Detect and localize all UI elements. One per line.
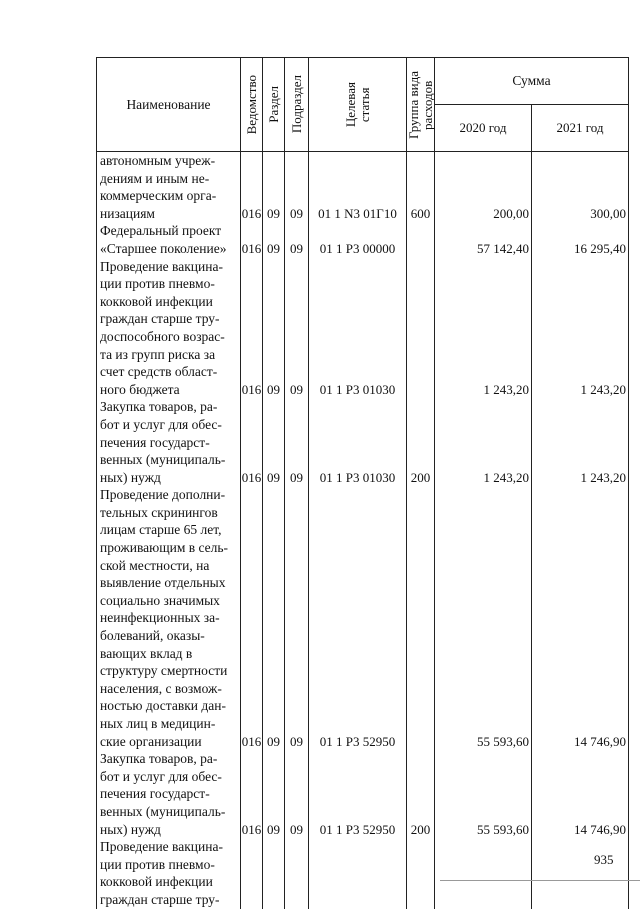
row-sum-2021-cell: 14 746,90 (532, 750, 629, 838)
row-sum-2021-cell: 14 746,90 (532, 486, 629, 750)
footer-divider (440, 880, 640, 881)
row-name-cell: Проведение дополни- тельных скринингов лицам старше 65 лет, проживающим в сель- ской местности, на выявление отдельных социально значимых неинфекционных за- болеваний, оказы- вающих вклад в структуру смертности населения, с возмож- ностью доставки дан- ных лиц в медицин- ские организации (97, 486, 241, 750)
row-sum-2020-cell: 200,00 (435, 152, 532, 223)
row-podrazdel-cell: 09 (285, 258, 309, 399)
header-name: Наименование (97, 58, 241, 152)
row-sum-2021-cell: 1 243,20 (532, 398, 629, 486)
header-razdel: Раздел (263, 58, 285, 152)
row-name-cell: Федеральный проект «Старшее поколение» (97, 222, 241, 257)
row-sum-2020-cell: 55 593,60 (435, 750, 532, 838)
row-podrazdel-cell (285, 838, 309, 908)
row-razdel-cell: 09 (263, 258, 285, 399)
budget-table (96, 57, 629, 909)
header-statya: Целевая статья (309, 58, 407, 152)
header-vedomstvo: Ведомство (241, 58, 263, 152)
row-statya-cell: 01 1 P3 52950 (309, 486, 407, 750)
row-sum-2021-cell: 300,00 (532, 152, 629, 223)
row-podrazdel-cell: 09 (285, 152, 309, 223)
row-razdel-cell: 09 (263, 486, 285, 750)
row-razdel-cell: 09 (263, 750, 285, 838)
row-gruppa-cell (407, 486, 435, 750)
row-statya-cell: 01 1 P3 01030 (309, 258, 407, 399)
row-sum-2020-cell (435, 838, 532, 908)
header-gruppa: Группа вида расходов (407, 58, 435, 152)
row-razdel-cell: 09 (263, 222, 285, 257)
row-podrazdel-cell: 09 (285, 398, 309, 486)
row-vedomstvo-cell: 016 (241, 152, 263, 223)
row-gruppa-cell: 200 (407, 398, 435, 486)
row-name-cell: автономным учреж- дениям и иным не- коммерческим орга- низациям (97, 152, 241, 223)
row-vedomstvo-cell: 016 (241, 222, 263, 257)
table-row (97, 398, 629, 486)
row-razdel-cell: 09 (263, 152, 285, 223)
header-summa: Сумма (435, 58, 629, 105)
header-podrazdel: Подраздел (285, 58, 309, 152)
row-podrazdel-cell: 09 (285, 750, 309, 838)
row-sum-2021-cell: 16 295,40 (532, 222, 629, 257)
table-body (97, 152, 629, 909)
row-sum-2020-cell: 1 243,20 (435, 258, 532, 399)
row-vedomstvo-cell: 016 (241, 258, 263, 399)
row-podrazdel-cell: 09 (285, 486, 309, 750)
page-number: 935 (594, 852, 614, 867)
row-statya-cell: 01 1 P3 00000 (309, 222, 407, 257)
row-name-cell: Проведение вакцина- ции против пневмо- кокковой инфекции граждан старше тру- доспособного возрас- та из групп риска за счет средств област- ного бюджета (97, 258, 241, 399)
table-row (97, 750, 629, 838)
row-razdel-cell: 09 (263, 398, 285, 486)
row-sum-2021-cell: 1 243,20 (532, 258, 629, 399)
row-statya-cell: 01 1 P3 52950 (309, 750, 407, 838)
table-row (97, 486, 629, 750)
row-vedomstvo-cell: 016 (241, 750, 263, 838)
row-gruppa-cell: 200 (407, 750, 435, 838)
row-sum-2020-cell: 1 243,20 (435, 398, 532, 486)
table-row (97, 838, 629, 908)
table-row (97, 152, 629, 223)
row-statya-cell: 01 1 P3 01030 (309, 398, 407, 486)
table-header (97, 58, 629, 152)
row-name-cell: Проведение вакцина- ции против пневмо- кокковой инфекции граждан старше тру- (97, 838, 241, 908)
row-razdel-cell (263, 838, 285, 908)
row-gruppa-cell (407, 838, 435, 908)
table-row (97, 258, 629, 399)
header-year-2020: 2020 год (435, 105, 532, 152)
row-sum-2020-cell: 57 142,40 (435, 222, 532, 257)
row-sum-2020-cell: 55 593,60 (435, 486, 532, 750)
row-sum-2021-cell (532, 838, 629, 908)
row-name-cell: Закупка товаров, ра- бот и услуг для обес- печения государст- венных (муниципаль- ных) нужд (97, 750, 241, 838)
row-name-cell: Закупка товаров, ра- бот и услуг для обес- печения государст- венных (муниципаль- ных) нужд (97, 398, 241, 486)
header-year-2021: 2021 год (532, 105, 629, 152)
row-statya-cell: 01 1 N3 01Г10 (309, 152, 407, 223)
row-podrazdel-cell: 09 (285, 222, 309, 257)
row-statya-cell (309, 838, 407, 908)
row-vedomstvo-cell: 016 (241, 486, 263, 750)
row-gruppa-cell: 600 (407, 152, 435, 223)
row-vedomstvo-cell: 016 (241, 398, 263, 486)
row-gruppa-cell (407, 258, 435, 399)
row-vedomstvo-cell (241, 838, 263, 908)
table-row (97, 222, 629, 257)
row-gruppa-cell (407, 222, 435, 257)
